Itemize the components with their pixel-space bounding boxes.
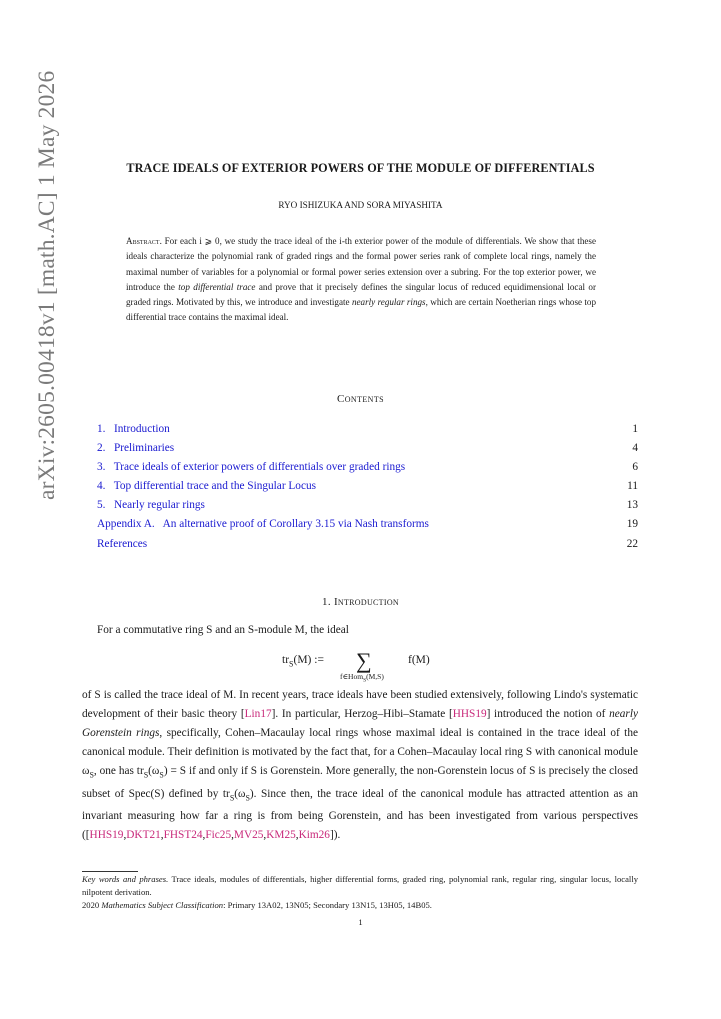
citation-link[interactable]: FHST24 (163, 829, 203, 842)
intro-paragraph-1: For a commutative ring S and an S-module M, the ideal (97, 624, 349, 636)
toc-item-label[interactable]: 3. Trace ideals of exterior powers of differentials over graded rings (97, 461, 406, 474)
abstract-text-3: , which are certain Noetherian rings whose top differential trace contains the maximal ideal. (126, 297, 597, 323)
paper-title: TRACE IDEALS OF EXTERIOR POWERS OF THE MODULE OF DIFFERENTIALS (126, 161, 595, 175)
keywords-line (82, 873, 638, 899)
abstract-text-1: For each i ⩾ 0, we study the trace ideal of the i-th exterior power of the module of differentials. We show that these ideals characterize the polynomial rank of graded rings and the formal power series rank of complete local rings, namely the maximal number of variables for a polynomial or formal power series extension over a subring. For the top exterior power, we introduce the (126, 236, 596, 292)
toc-item-label[interactable]: 4. Top differential trace and the Singular Locus (97, 480, 317, 493)
citation-link[interactable]: KM25 (266, 829, 296, 842)
footnote-rule (82, 871, 138, 872)
toc-item-page: 6 (632, 461, 638, 474)
formula-lhs: $tr_S(M)$ := (282, 654, 324, 669)
toc-item[interactable] (97, 420, 638, 439)
formula-rhs: f(M) (408, 654, 430, 666)
toc-item[interactable] (97, 458, 638, 477)
abstract-emphasis-2: nearly regular rings (351, 297, 426, 308)
section-heading (0, 596, 721, 608)
toc-item-label[interactable]: 1. Introduction (97, 423, 170, 435)
trace-ideal-formula (260, 648, 460, 684)
citation-link[interactable]: MV25 (233, 829, 264, 842)
keywords-label: Key words and phrases. (82, 874, 169, 884)
msc-label: Mathematics Subject Classification (101, 899, 224, 910)
emphasis-nearly-gorenstein: nearly Gorenstein rings (82, 708, 638, 740)
toc-item[interactable] (97, 477, 638, 496)
arxiv-sidebar-stamp: arXiv:2605.00418v1 [math.AC] 1 May 2026 (34, 70, 60, 500)
summation-index: f∈Hom$_S$(M,S) (340, 672, 384, 684)
summation-symbol: ∑ (356, 648, 372, 673)
citation-link[interactable]: HHS19 (89, 829, 124, 842)
table-of-contents (97, 420, 638, 554)
msc-line: 2020 Mathematics Subject Classification: Primary 13A02, 13N05; Secondary 13N15, 13H05, 14B05. (82, 899, 432, 910)
toc-item-page: 19 (626, 518, 638, 531)
citation-link[interactable]: HHS19 (452, 708, 487, 721)
toc-item[interactable] (97, 496, 638, 515)
footnote (82, 873, 638, 911)
citation-link[interactable]: Kim26 (298, 829, 330, 842)
citation-link[interactable]: Lin17 (244, 708, 272, 721)
paper-authors: RYO ISHIZUKA AND SORA MIYASHITA (278, 200, 443, 210)
abstract-label: Abstract. (126, 236, 162, 246)
msc-text: : Primary 13A02, 13N05; Secondary 13N15, 13H05, 14B05. (223, 899, 432, 910)
toc-item-page: 22 (626, 537, 638, 550)
toc-item-label[interactable]: 5. Nearly regular rings (97, 499, 205, 512)
section-title: Introduction (333, 596, 399, 608)
keywords-text: Trace ideals, modules of differentials, higher differential forms, graded ring, polynomial rank, regular ring, singular locus, locally nilpotent derivation. (82, 874, 638, 897)
contents-heading: Contents (337, 393, 384, 405)
section-number: 1. (322, 596, 331, 608)
page-number: 1 (358, 917, 363, 927)
intro-paragraph-2: of S is called the trace ideal of M. In recent years, trace ideals have been studied extensively, following Lindo's systematic development of their basic theory [Lin17]. In particular, Herzog–Hibi–Stamate [HHS19] introduced the notion of nearly Gorenstein rings, specifically, Cohen–Macaulay local rings whose maximal ideal is contained in the trace ideal of the canonical module. Their definition is motivated by the fact that, for a Cohen–Macaulay local ring S with canonical module $\omega_S$, one has $tr_S(\omega_S) = S$ if and only if S is Gorenstein. More generally, the non-Gorenstein locus of S is precisely the closed subset of Spec(S) defined by $tr_S(\omega_S)$. Since then, the trace ideal of the canonical module has attracted attention as an invariant measuring how far a ring is from being Gorenstein, and has been investigated from various perspectives ([HHS19,DKT21,FHST24,Fic25,MV25,KM25,Kim26]). (82, 689, 638, 842)
abstract (126, 234, 596, 326)
toc-item-page: 11 (627, 480, 638, 493)
toc-item-page: 4 (632, 442, 638, 455)
toc-item-label[interactable]: 2. Preliminaries (97, 442, 175, 455)
abstract-emphasis-1: top differential trace (178, 281, 256, 292)
toc-item-label[interactable]: Appendix A. An alternative proof of Corollary 3.15 via Nash transforms (97, 518, 429, 531)
toc-item-page: 13 (626, 499, 638, 512)
toc-item-label[interactable]: References (97, 537, 148, 550)
toc-item[interactable] (97, 515, 638, 534)
citation-link[interactable]: Fic25 (205, 829, 232, 842)
citation-link[interactable]: DKT21 (126, 829, 161, 842)
abstract-text-2: and prove that it precisely defines the singular locus of reduced equidimensional local or graded rings. Motivated by this, we introduce and investigate (126, 281, 596, 308)
toc-item-page: 1 (632, 423, 638, 435)
toc-item[interactable] (97, 535, 638, 554)
toc-item[interactable] (97, 439, 638, 458)
